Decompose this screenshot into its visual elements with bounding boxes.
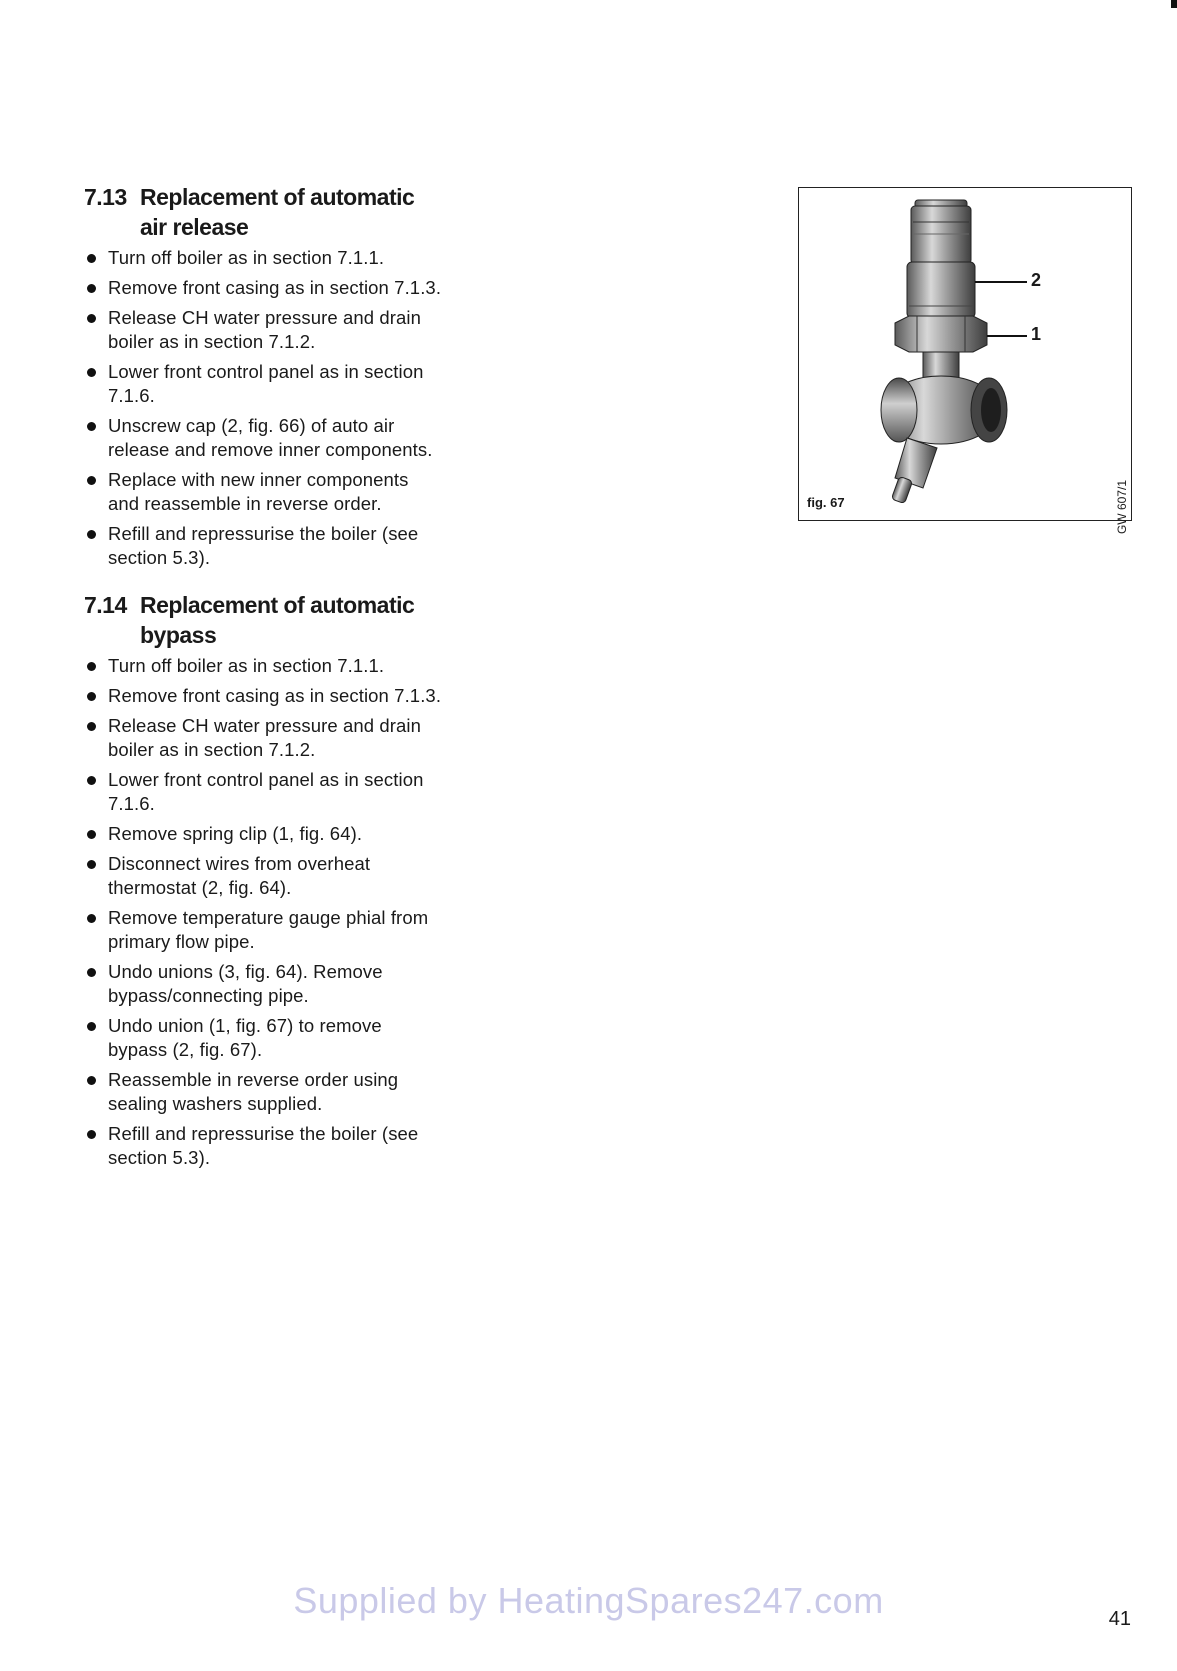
step-item: Refill and repressurise the boiler (see section 5.3). [84,522,444,570]
bullet-icon [87,914,96,923]
bullet-icon [87,1076,96,1085]
watermark: Supplied by HeatingSpares247.com [293,1580,884,1621]
section-title [84,590,444,650]
step-item: Remove front casing as in section 7.1.3. [84,276,444,300]
bullet-icon [87,368,96,377]
bullet-icon [87,476,96,485]
step-item: Replace with new inner components and reassemble in reverse order. [84,468,444,516]
section-7-14 [84,590,444,1170]
page-number: 41 [1108,1608,1131,1630]
step-item: Lower front control panel as in section 7.1.6. [84,768,444,816]
corner-mark [1171,0,1177,8]
step-item: Remove front casing as in section 7.1.3. [84,684,444,708]
bullet-icon [87,284,96,293]
bullet-icon [87,530,96,539]
step-item: Undo union (1, fig. 67) to remove bypass (2, fig. 67). [84,1014,444,1062]
bullet-icon [87,722,96,731]
step-item: Remove spring clip (1, fig. 64). [84,822,444,846]
bullet-icon [87,314,96,323]
bullet-icon [87,422,96,431]
step-item: Remove temperature gauge phial from primary flow pipe. [84,906,444,954]
step-item: Release CH water pressure and drain boiler as in section 7.1.2. [84,306,444,354]
section-number: 7.14 [84,592,127,618]
section-title-line1: Replacement of automatic [140,184,415,210]
callout-2: 2 [1031,270,1042,290]
section-title-line2: air release [140,214,249,240]
bullet-icon [87,254,96,263]
bullet-icon [87,1130,96,1139]
section-number: 7.13 [84,184,127,210]
step-item: Disconnect wires from overheat thermostat (2, fig. 64). [84,852,444,900]
section-title [84,182,444,242]
text-column [84,182,444,1190]
step-item: Lower front control panel as in section 7.1.6. [84,360,444,408]
step-item: Turn off boiler as in section 7.1.1. [84,246,444,270]
bullet-icon [87,860,96,869]
section-7-13 [84,182,444,570]
section-title-line2: bypass [140,622,217,648]
figure-code: GW 607/1 [1115,480,1129,535]
bullet-icon [87,662,96,671]
callout-1: 1 [1031,324,1042,344]
figure-67 [798,187,1132,535]
bullet-icon [87,968,96,977]
section-title-line1: Replacement of automatic [140,592,415,618]
step-item: Reassemble in reverse order using sealing washers supplied. [84,1068,444,1116]
steps-list [84,654,444,1170]
figure-caption: fig. 67 [807,495,845,510]
step-item: Undo unions (3, fig. 64). Remove bypass/connecting pipe. [84,960,444,1008]
bypass-valve-illustration [799,188,1133,522]
step-item: Unscrew cap (2, fig. 66) of auto air release and remove inner components. [84,414,444,462]
bullet-icon [87,692,96,701]
bullet-icon [87,776,96,785]
step-item: Refill and repressurise the boiler (see section 5.3). [84,1122,444,1170]
bullet-icon [87,1022,96,1031]
step-item: Turn off boiler as in section 7.1.1. [84,654,444,678]
bullet-icon [87,830,96,839]
step-item: Release CH water pressure and drain boiler as in section 7.1.2. [84,714,444,762]
steps-list [84,246,444,570]
